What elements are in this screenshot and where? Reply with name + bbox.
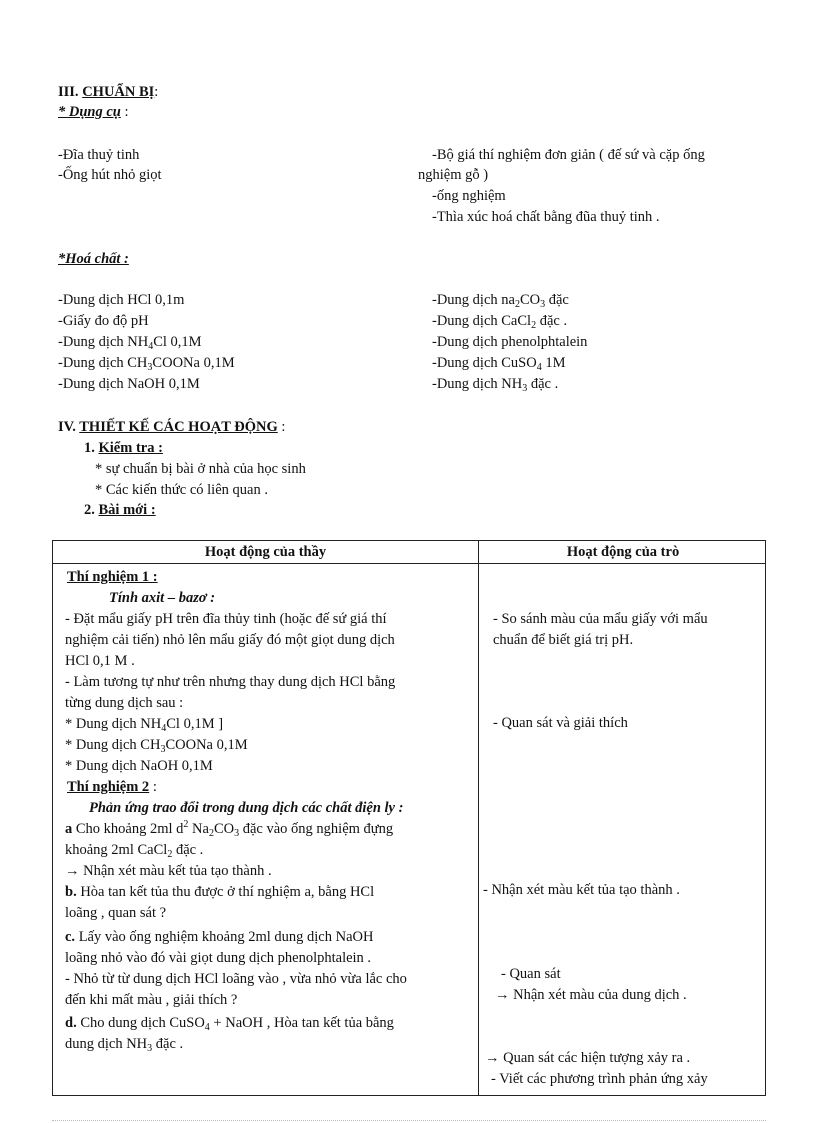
chemical-nh4cl: -Dung dịch $NH_4Cl$ 0,1M [58,334,202,352]
section-3-numeral: III. [58,84,79,100]
teacher-line: - Đặt mẩu giấy pH trên đĩa thủy tinh (hoặc đế sứ giá thí [65,611,387,627]
tool-item: -Đĩa thuỷ tinh [58,147,140,163]
student-line: - Quan sát [501,966,561,982]
item-2-heading: 2. Bài mới : [84,502,156,518]
student-line: - So sánh màu của mẩu giấy với mẩu [493,611,708,627]
page-bottom-edge [52,1120,766,1121]
teacher-line: c. Lấy vào ống nghiệm khoảng 2ml dung dịch NaOH [65,929,374,945]
teacher-line: dung dịch $NH_3$ đặc . [65,1036,184,1054]
student-line: → Quan sát các hiện tượng xảy ra . [485,1050,691,1066]
tools-label: * Dụng cụ [58,104,121,120]
table-header-divider [53,563,765,564]
item-1-heading: 1. Kiểm tra : [84,440,163,456]
tools-heading [58,102,129,122]
table-column-divider [478,541,479,1095]
teacher-line: - Nhỏ từ từ dung dịch HCl loãng vào , vừa nhỏ vừa lắc cho [65,971,407,987]
student-line: chuẩn để biết giá trị pH. [493,632,634,648]
chemical-phenolphtalein: -Dung dịch phenolphtalein [432,334,588,350]
item-1-label: Kiểm tra : [98,440,163,456]
item-1-line: * Các kiến thức có liên quan . [95,482,268,498]
teacher-line: loãng nhỏ vào đó vài giọt dung dịch phenolphtalein . [65,950,372,966]
tool-item: -Bộ giá thí nghiệm đơn giản ( đế sứ và cặp ống [432,147,705,163]
section-4-numeral: IV. [58,419,76,435]
teacher-line: loãng , quan sát ? [65,905,167,921]
exp2-subtitle: Phản ứng trao đổi trong dung dịch các chất điện ly : [89,800,404,816]
chemical-hcl: -Dung dịch HCl 0,1m [58,292,185,308]
exp1-title: Thí nghiệm 1 : [67,569,158,585]
tool-item: -ống nghiệm [432,188,506,204]
chemical-naoh: -Dung dịch NaOH 0,1M [58,376,200,392]
item-2-label: Bài mới : [98,502,156,518]
student-line: - Viết các phương trình phản ứng xảy [491,1071,708,1087]
exp2-title: Thí nghiệm 2 : [67,779,157,795]
section-4-colon: : [281,419,286,435]
teacher-line: khoảng 2ml CaCl$_2$ đặc . [65,842,204,860]
chemicals-heading: *Hoá chất : [58,251,129,267]
teacher-line: * Dung dịch $NH_4Cl$ 0,1M ] [65,716,224,734]
teacher-line: đến khi mất màu , giải thích ? [65,992,238,1008]
chemical-na2co3: -Dung dịch $na_2CO_3$ đặc [432,292,569,310]
teacher-line: * Dung dịch $CH_3COONa$ 0,1M [65,737,248,755]
teacher-line: b. Hòa tan kết tủa thu được ở thí nghiệm a, bằng HCl [65,884,375,900]
teacher-line: nghiệm cải tiến) nhỏ lên mẩu giấy đó một giọt dung dịch [65,632,395,648]
chemical-cuso4: -Dung dịch CuSO$_4$ 1M [432,355,566,373]
teacher-line: → Nhận xét màu kết tủa tạo thành . [65,863,272,879]
header-teacher: Hoạt động của thầy [204,544,327,560]
chemical-nh3: -Dung dịch $NH_3$ đặc . [432,376,559,394]
section-4-heading [58,417,285,437]
tool-item: -Ống hút nhỏ giọt [58,167,162,183]
teacher-line: HCl 0,1 M . [65,653,135,669]
exp1-subtitle: Tính axit – bazơ : [109,590,216,606]
teacher-line: a Cho khoảng 2ml $d^2$ $Na_2CO_3$ đặc vào ống nghiệm đựng [65,819,394,839]
chemical-cacl2: -Dung dịch CaCl$_2$ đặc . [432,313,568,331]
tool-item: -Thìa xúc hoá chất bằng đũa thuỷ tinh . [432,209,660,225]
section-3-title: CHUẨN BỊ [82,84,155,100]
teacher-line: d. Cho dung dịch CuSO$_4$ + NaOH , Hòa tan kết tủa bằng [65,1015,394,1033]
student-line: - Quan sát và giải thích [493,715,628,731]
tools-colon: : [124,104,129,120]
section-4-title: THIẾT KẾ CÁC HOẠT ĐỘNG [79,419,278,435]
section-3-heading [58,82,158,102]
student-line: - Nhận xét màu kết tủa tạo thành . [483,882,680,898]
header-student: Hoạt động của trò [566,544,680,560]
activity-table [52,540,766,1096]
section-3-colon: : [154,84,159,100]
teacher-line: * Dung dịch NaOH 0,1M [65,758,213,774]
student-line: → Nhận xét màu của dung dịch . [495,987,687,1003]
chemical-ph-paper: -Giấy đo độ pH [58,313,149,329]
teacher-line: - Làm tương tự như trên nhưng thay dung dịch HCl bằng [65,674,396,690]
tool-item: nghiệm gỗ ) [418,167,489,183]
item-1-line: * sự chuẩn bị bài ở nhà của học sinh [95,461,306,477]
chemical-ch3coona: -Dung dịch $CH_3COONa$ 0,1M [58,355,235,373]
teacher-line: từng dung dịch sau : [65,695,184,711]
